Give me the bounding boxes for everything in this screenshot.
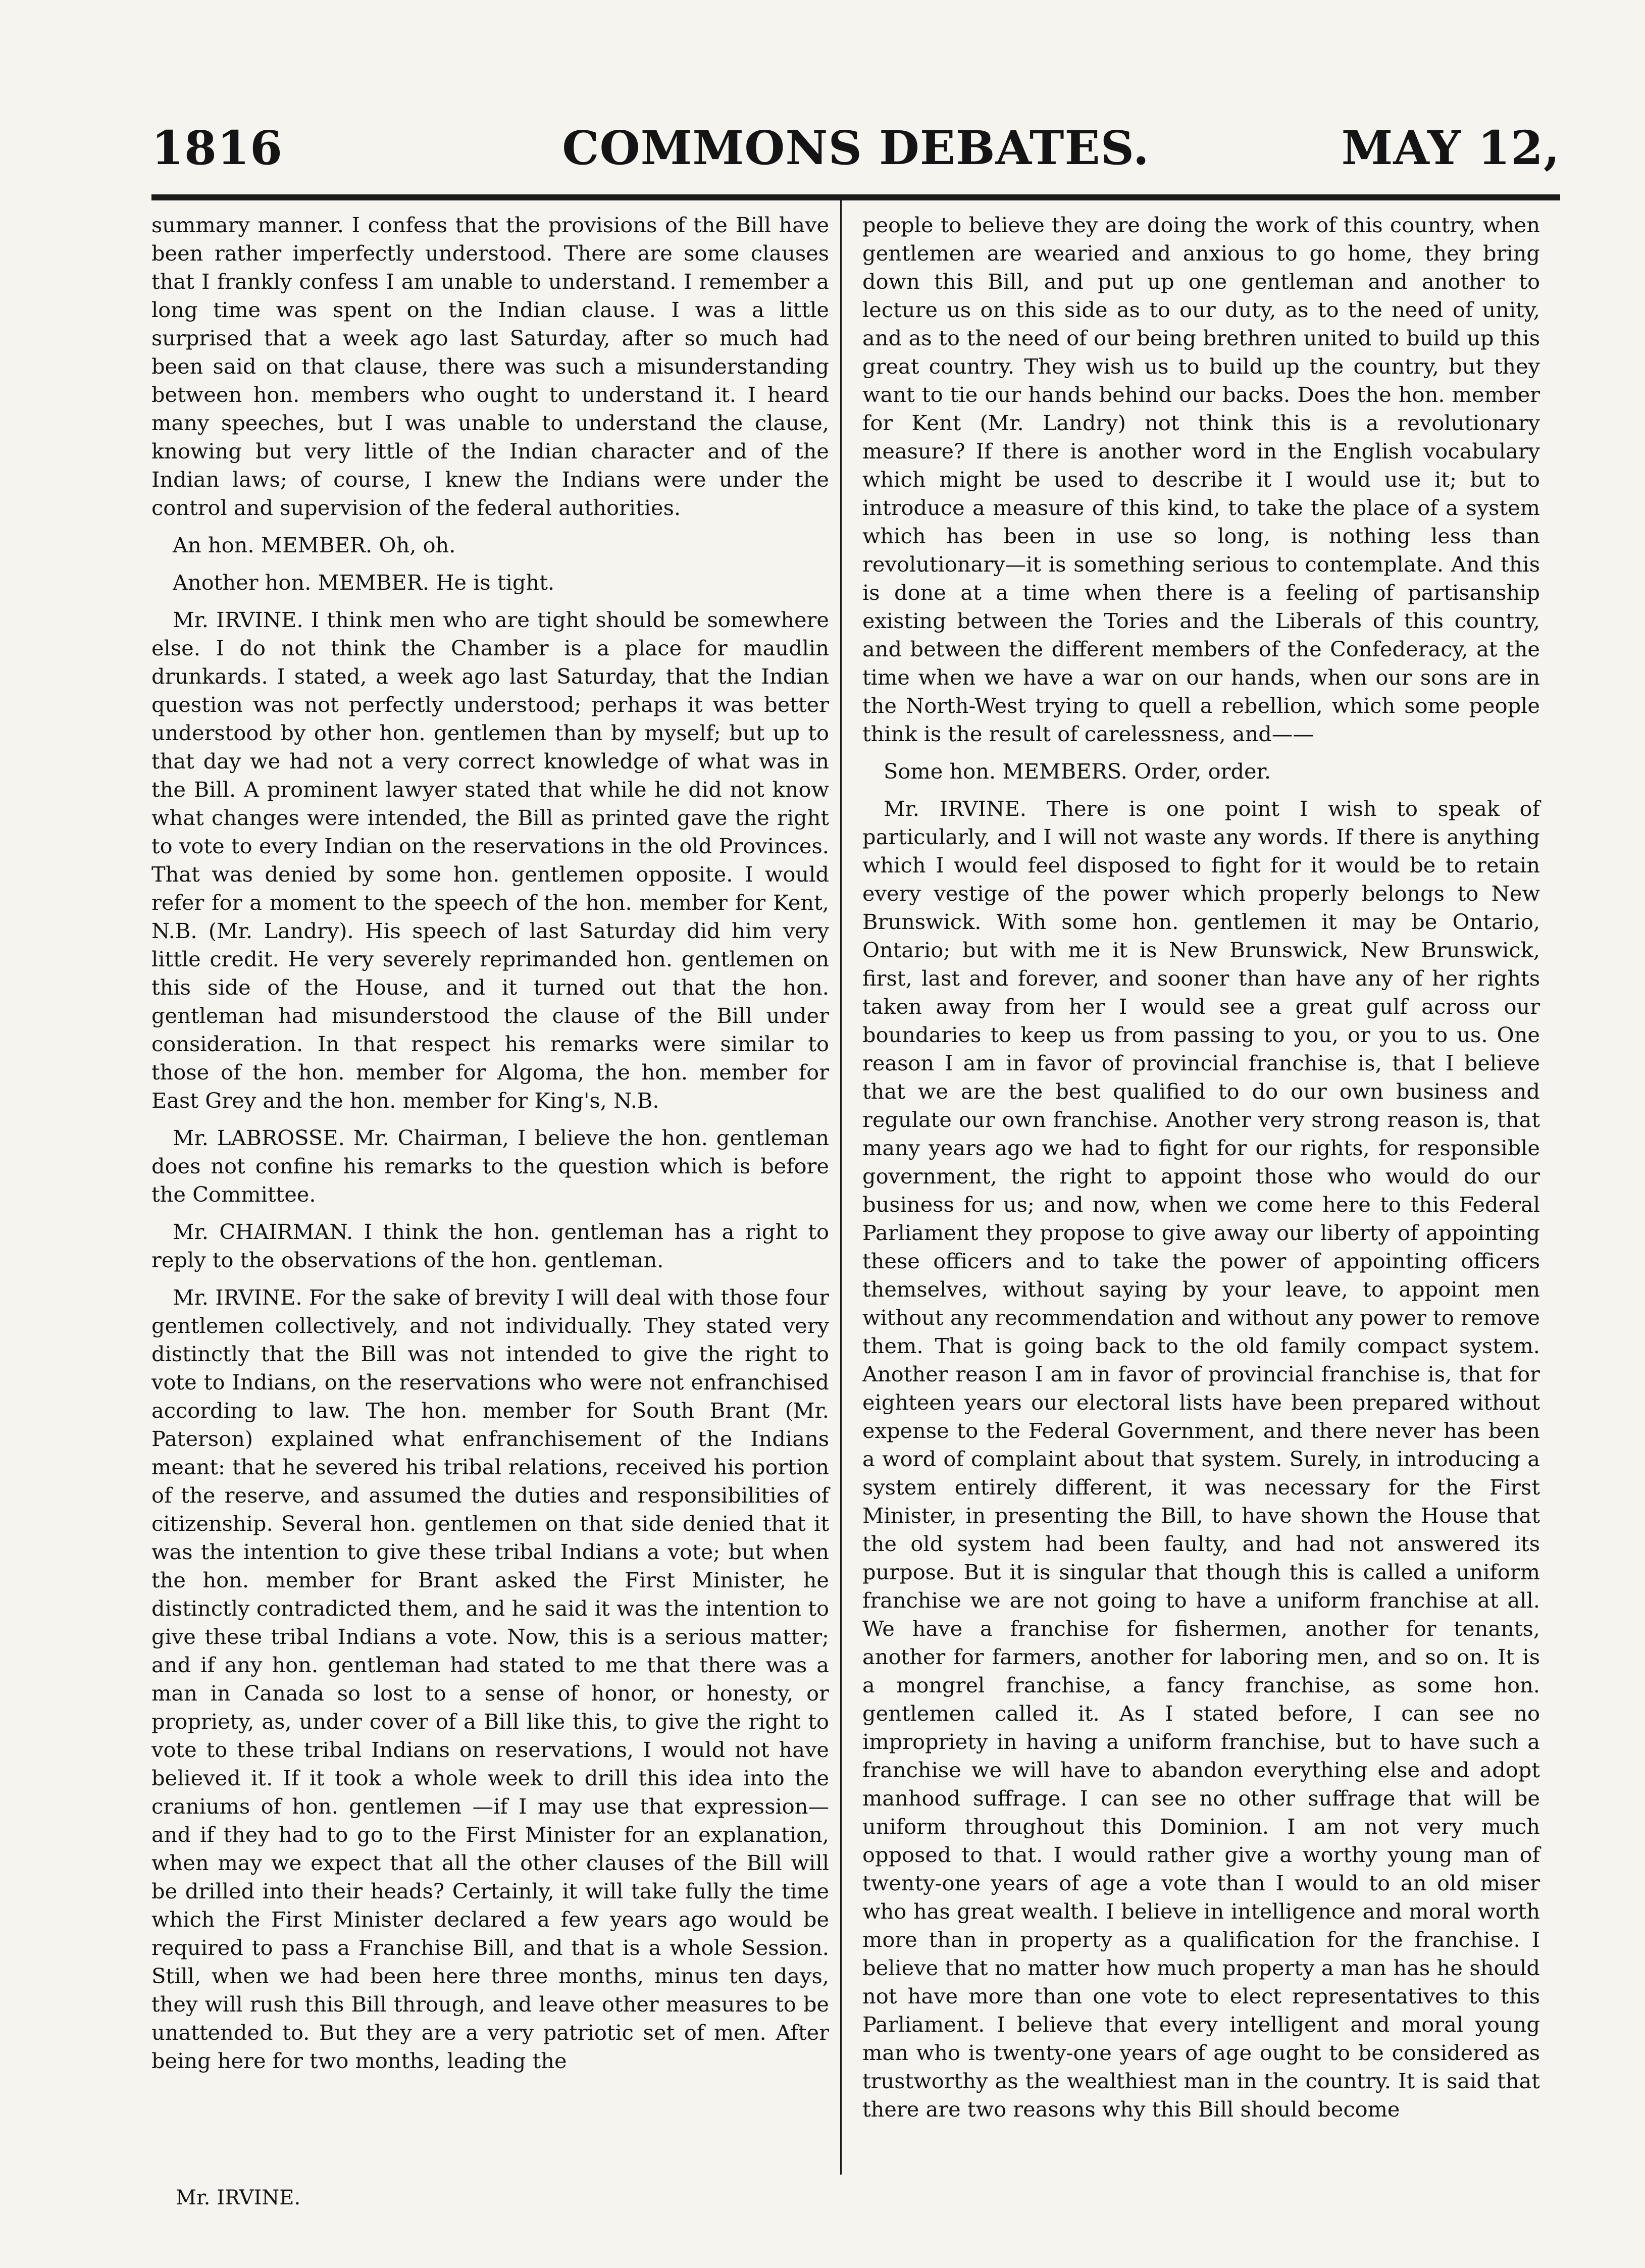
speaker-name: Mr. IRVINE.: [173, 607, 303, 632]
speech-text: He is tight.: [436, 570, 555, 595]
speaker-name: Some hon. MEMBERS.: [884, 759, 1127, 784]
speech-paragraph: [151, 606, 829, 1115]
header-rule: [151, 194, 1560, 200]
footer-speaker-note: Mr. IRVINE.: [176, 2186, 301, 2209]
speaker-name: Another hon. MEMBER.: [173, 570, 430, 595]
right-column: [862, 211, 1540, 2133]
speaker-name: Mr. LABROSSE.: [173, 1125, 345, 1150]
speech-paragraph: [151, 1124, 829, 1209]
speaker-name: An hon. MEMBER.: [173, 533, 373, 557]
speech-text: There is one point I wish to speak of particularly, and I will not waste any words. If there is anything which I would feel disposed to fight for it would be to retain every vestige of the power which properly belongs to New Brunswick. With some hon. gentlemen it may be Ontario, Ontario; but with me it is New Brunswick, New Brunswick, first, last and forever, and sooner than have any of her rights taken away from her I would see a great gulf across our boundaries to keep us from passing to you, or you to us. One reason I am in favor of provincial franchise is, that I believe that we are the best qualified to do our own business and regulate our own franchise. Another very strong reason is, that many years ago we had to fight for our rights, for responsible government, the right to appoint those who would do our business for us; and now, when we come here to this Federal Parliament they propose to give away our liberty of appointing these officers and to take the power of appointing officers themselves, without saying by your leave, to appoint men without any recommendation and without any power to remove them. That is going back to the old family compact system. Another reason I am in favor of provincial franchise is, that for eighteen years our electoral lists have been prepared without expense to the Federal Government, and there never has been a word of complaint about that system. Surely, in introducing a system entirely different, it was necessary for the First Minister, in presenting the Bill, to have shown the House that the old system had been faulty, and had not answered its purpose. But it is singular that though this is called a uniform franchise we are not going to have a uniform franchise at all. We have a franchise for fishermen, another for tenants, another for farmers, another for laboring men, and so on. It is a mongrel franchise, a fancy franchise, as some hon. gentlemen called it. As I stated before, I can see no impropriety in having a uniform franchise, but to have such a franchise we will have to abandon everything else and adopt manhood suffrage. I can see no other suffrage that will be uniform throughout this Dominion. I am not very much opposed to that. I would rather give a worthy young man of twenty-one years of age a vote than I would to an old miser who has great wealth. I believe in intelligence and moral worth more than in property as a qualification for the franchise. I believe that no matter how much property a man has he should not have more than one vote to elect representatives to this Parliament. I believe that every intelligent and moral young man who is twenty-one years of age ought to be considered as trustworthy as the wealthiest man in the country. It is said that there are two reasons why this Bill should become: [862, 796, 1540, 2122]
speaker-name: Mr. CHAIRMAN.: [173, 1219, 353, 1244]
speech-paragraph: [862, 795, 1540, 2124]
column-divider: [840, 200, 842, 2175]
speech-paragraph: [151, 531, 829, 559]
left-column: [151, 211, 829, 2084]
speech-paragraph: [151, 1283, 829, 2075]
speech-text: Oh, oh.: [379, 533, 456, 557]
page-number: 1816: [151, 121, 283, 175]
speaker-name: Mr. IRVINE.: [173, 1285, 302, 1310]
speech-text: Mr. Chairman, I believe the hon. gentleman does not confine his remarks to the question which is before the Committee.: [151, 1125, 829, 1207]
speech-paragraph: [151, 569, 829, 597]
page-title: COMMONS DEBATES.: [562, 121, 1150, 175]
text-paragraph: people to believe they are doing the work of this country, when gentlemen are wearied and anxious to go home, they bring down this Bill, and put up one gentleman and another to lecture us on this side as to our duty, as to the need of unity, and as to the need of our being brethren united to build up this great country. They wish us to build up the country, but they want to tie our hands behind our backs. Does the hon. member for Kent (Mr. Landry) not think this is a revolutionary measure? If there is another word in the English vocabulary which might be used to describe it I would use it; but to introduce a measure of this kind, to take the place of a system which has been in use so long, is nothing less than revolutionary—it is something serious to contemplate. And this is done at a time when there is a feeling of partisanship existing between the Tories and the Liberals of this country, and between the different members of the Confederacy, at the time when we have a war on our hands, when our sons are in the North-West trying to quell a rebellion, which some people think is the result of carelessness, and——: [862, 213, 1540, 746]
speech-paragraph: [862, 757, 1540, 786]
speech-paragraph: [151, 1218, 829, 1274]
speech-text: Order, order.: [1134, 759, 1271, 784]
speaker-name: Mr. IRVINE.: [884, 796, 1026, 821]
speech-text: For the sake of brevity I will deal with those four gentlemen collectively, and not individually. They stated very distinctly that the Bill was not intended to give the right to vote to Indians, on the reservations who were not enfranchised according to law. The hon. member for South Brant (Mr. Paterson) explained what enfranchisement of the Indians meant: that he severed his tribal relations, received his portion of the reserve, and assumed the duties and responsibilities of citizenship. Several hon. gentlemen on that side denied that it was the intention to give these tribal Indians a vote; but when the hon. member for Brant asked the First Minister, he distinctly contradicted them, and he said it was the intention to give these tribal Indians a vote. Now, this is a serious matter; and if any hon. gentleman had stated to me that there was a man in Canada so lost to a sense of honor, or honesty, or propriety, as, under cover of a Bill like this, to give the right to vote to these tribal Indians on reservations, I would not have believed it. If it took a whole week to drill this idea into the craniums of hon. gentlemen —if I may use that expression—and if they had to go to the First Minister for an explanation, when may we expect that all the other clauses of the Bill will be drilled into their heads? Certainly, it will take fully the time which the First Minister declared a few years ago would be required to pass a Franchise Bill, and that is a whole Session. Still, when we had been here three months, minus ten days, they will rush this Bill through, and leave other measures to be unattended to. But they are a very patriotic set of men. After being here for two months, leading the: [151, 1285, 829, 2073]
page-date: MAY 12,: [1341, 121, 1560, 175]
speech-text: I think the hon. gentleman has a right to reply to the observations of the hon. gentleman.: [151, 1219, 829, 1272]
speech-text: I think men who are tight should be somewhere else. I do not think the Chamber is a place for maudlin drunkards. I stated, a week ago last Saturday, that the Indian question was not perfectly understood; perhaps it was better understood by other hon. gentlemen than by myself; but up to that day we had not a very correct knowledge of what was in the Bill. A prominent lawyer stated that while he did not know what changes were intended, the Bill as printed gave the right to vote to every Indian on the reservations in the old Provinces. That was denied by some hon. gentlemen opposite. I would refer for a moment to the speech of the hon. member for Kent, N.B. (Mr. Landry). His speech of last Saturday did him very little credit. He very severely reprimanded hon. gentlemen on this side of the House, and it turned out that the hon. gentleman had misunderstood the clause of the Bill under consideration. In that respect his remarks were similar to those of the hon. member for Algoma, the hon. member for East Grey and the hon. member for King's, N.B.: [151, 607, 829, 1113]
page-header: [151, 120, 1560, 181]
text-paragraph: summary manner. I confess that the provisions of the Bill have been rather imperfectly understood. There are some clauses that I frankly confess I am unable to understand. I remember a long time was spent on the Indian clause. I was a little surprised that a week ago last Saturday, after so much had been said on that clause, there was such a misunderstanding between hon. members who ought to understand it. I heard many speeches, but I was unable to understand the clause, knowing but very little of the Indian character and of the Indian laws; of course, I knew the Indians were under the control and supervision of the federal authorities.: [151, 213, 829, 520]
